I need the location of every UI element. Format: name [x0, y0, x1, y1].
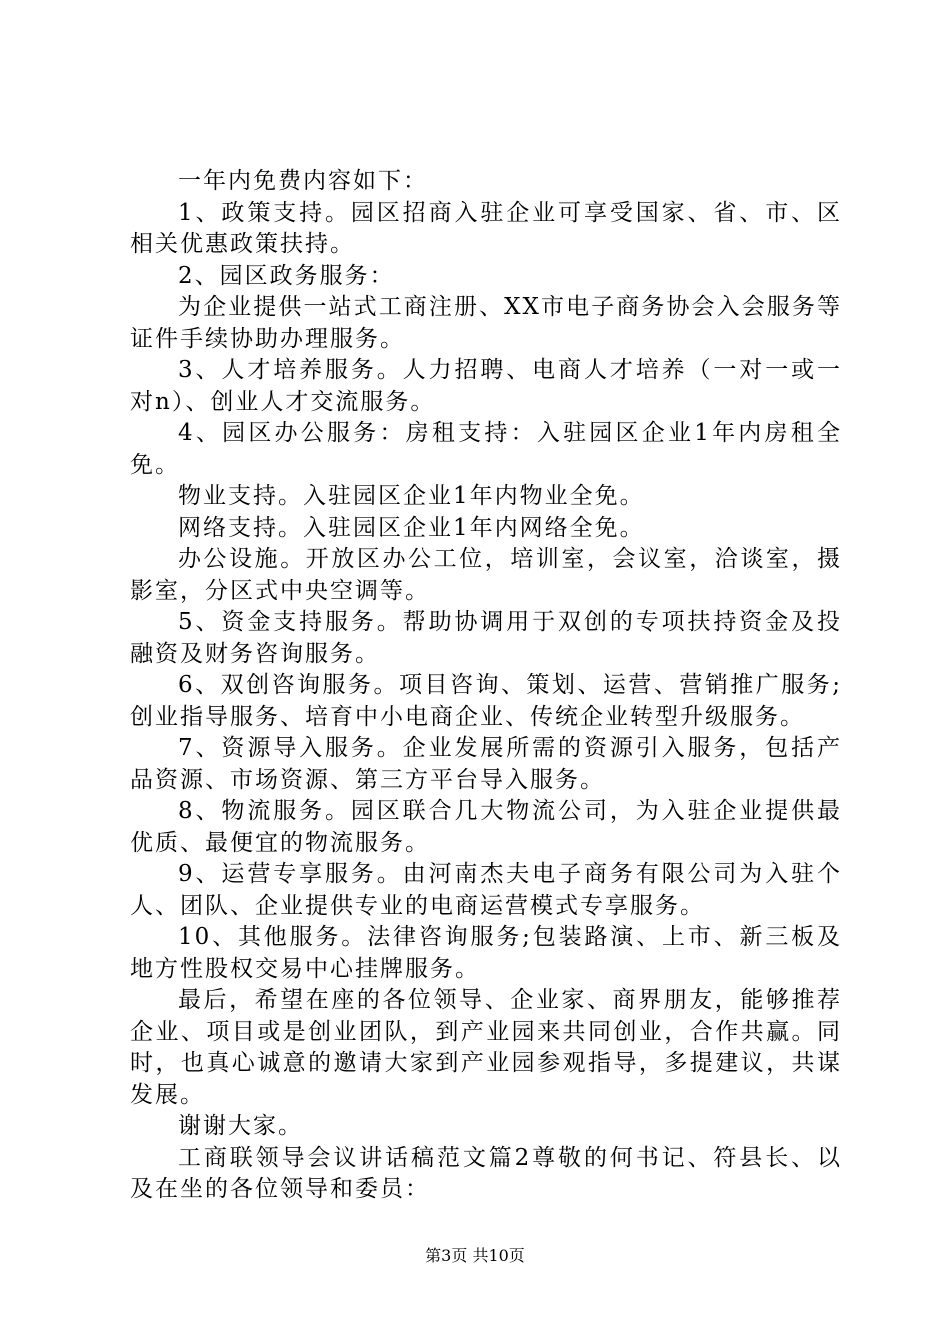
paragraph: 4、园区办公服务：房租支持：入驻园区企业1年内房租全免。 [130, 420, 842, 478]
page-number-footer: 第3页 共10页 [425, 1246, 525, 1265]
paragraph: 工商联领导会议讲话稿范文篇2尊敬的何书记、符县长、以及在坐的各位领导和委员： [130, 1144, 842, 1202]
paragraph: 物业支持。入驻园区企业1年内物业全免。 [178, 483, 645, 509]
paragraph: 一年内免费内容如下： [178, 168, 428, 194]
paragraph: 3、人才培养服务。人力招聘、电商人才培养（一对一或一对n）、创业人才交流服务。 [130, 357, 842, 415]
paragraph: 6、双创咨询服务。项目咨询、策划、运营、营销推广服务;创业指导服务、培育中小电商企业、传统企业转型升级服务。 [130, 672, 842, 730]
paragraph: 8、物流服务。园区联合几大物流公司，为入驻企业提供最优质、最便宜的物流服务。 [130, 798, 842, 856]
paragraph: 5、资金支持服务。帮助协调用于双创的专项扶持资金及投融资及财务咨询服务。 [130, 609, 842, 667]
paragraph: 9、运营专享服务。由河南杰夫电子商务有限公司为入驻个人、团队、企业提供专业的电商运营模式专享服务。 [130, 861, 842, 919]
paragraph: 网络支持。入驻园区企业1年内网络全免。 [178, 514, 645, 541]
paragraph: 1、政策支持。园区招商入驻企业可享受国家、省、市、区相关优惠政策扶持。 [130, 199, 842, 257]
document-body [130, 166, 842, 1206]
paragraph: 最后，希望在座的各位领导、企业家、商界朋友，能够推荐企业、项目或是创业团队，到产业园来共同创业，合作共赢。同时，也真心诚意的邀请大家到产业园参观指导，多提建议，共谋发展。 [130, 987, 842, 1108]
paragraph: 10、其他服务。法律咨询服务;包装路演、上市、新三板及地方性股权交易中心挂牌服务。 [130, 924, 842, 982]
paragraph: 谢谢大家。 [178, 1113, 303, 1139]
paragraph: 为企业提供一站式工商注册、XX市电子商务协会入会服务等证件手续协助办理服务。 [130, 294, 842, 352]
paragraph: 7、资源导入服务。企业发展所需的资源引入服务，包括产品资源、市场资源、第三方平台导入服务。 [130, 735, 842, 793]
paragraph: 2、园区政务服务： [178, 262, 395, 289]
paragraph: 办公设施。开放区办公工位，培训室，会议室，洽谈室，摄影室，分区式中央空调等。 [130, 546, 842, 604]
